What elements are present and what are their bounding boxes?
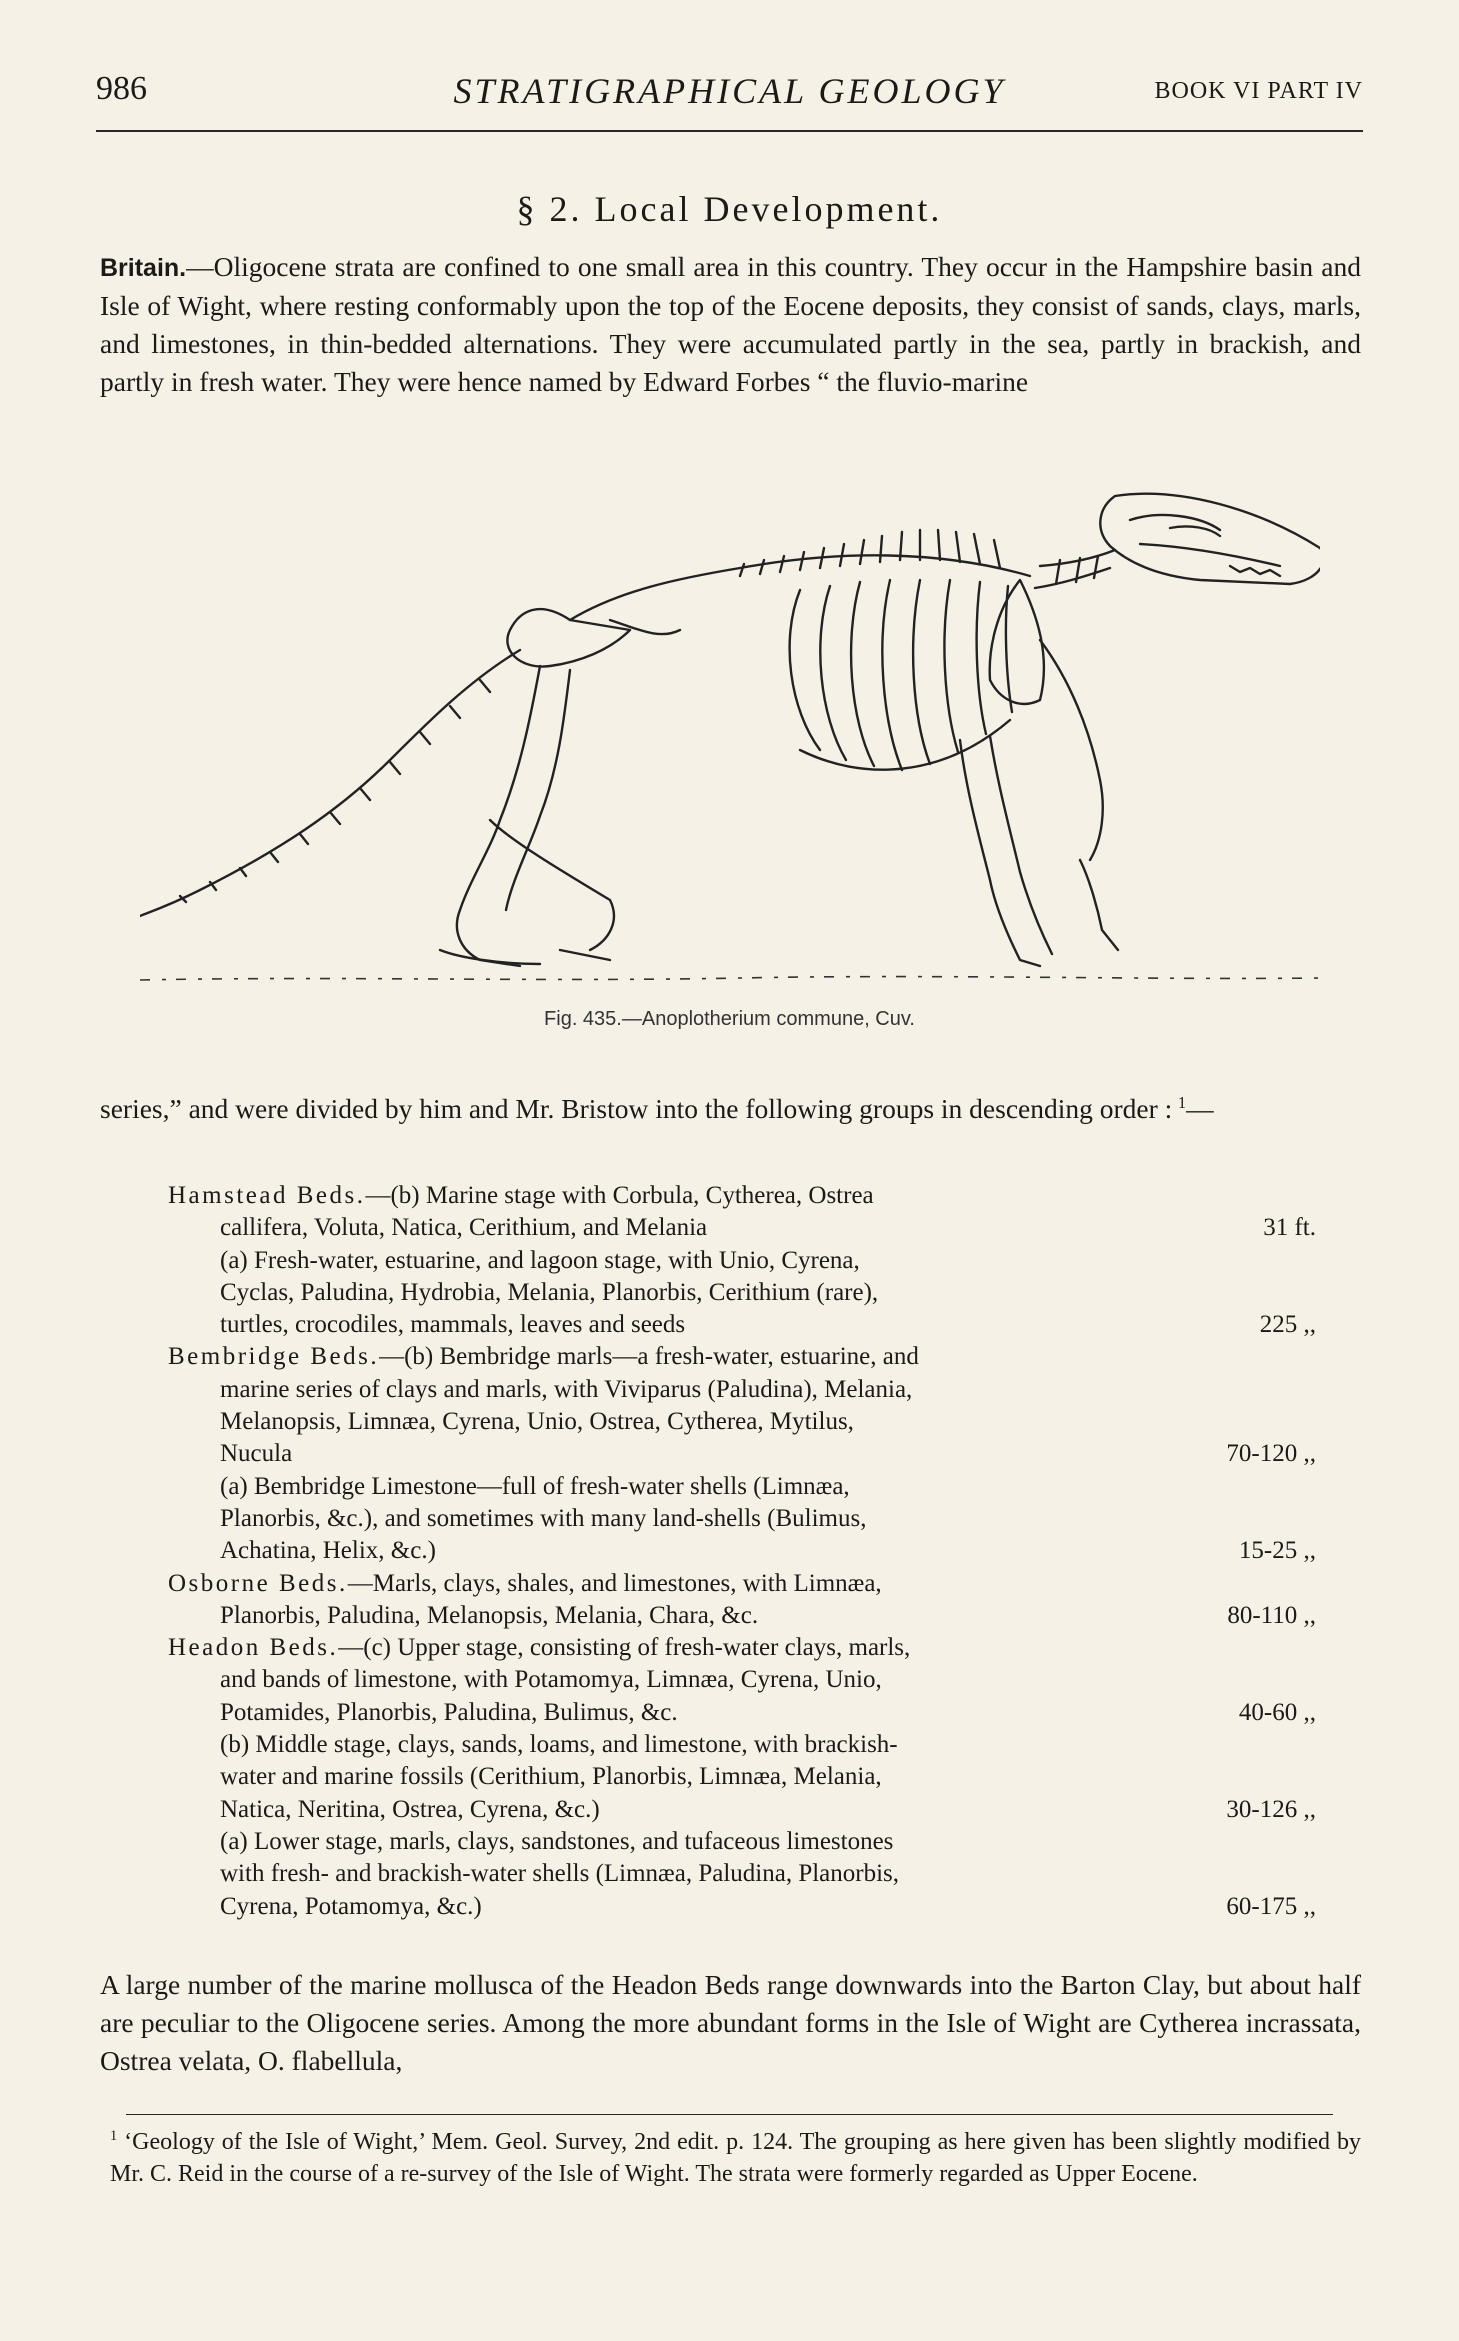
bed-thickness: 31 ft. (1263, 1214, 1316, 1242)
bed-line (168, 1503, 1316, 1535)
header-rule (96, 130, 1363, 132)
intro-paragraph (100, 248, 1361, 401)
bed-text: Achatina, Helix, &c.) (220, 1537, 436, 1565)
bed-line (168, 1309, 1316, 1341)
running-head (96, 70, 1363, 130)
bed-text: turtles, crocodiles, mammals, leaves and seeds (220, 1311, 686, 1339)
bed-text: (a) Bembridge Limestone—full of fresh-water shells (Limnæa, (220, 1472, 850, 1500)
bed-line (168, 1697, 1316, 1729)
bed-line (168, 1535, 1316, 1567)
bed-text: (b) Middle stage, clays, sands, loams, and limestone, with brackish- (220, 1731, 898, 1759)
footnote-mark: 1 (110, 2128, 118, 2144)
intro-text: —Oligocene strata are confined to one small area in this country. They occur in the Hampshire basin and Isle of Wight, where resting conformably upon the top of the Eocene deposits, they consist of sands, clays, marls, and limestones, in thin-bedded alternations. They were accumulated partly in the sea, partly in brackish, and partly in fresh water. They were hence named by Edward Forbes “ the fluvio-marine (100, 251, 1361, 397)
bed-text: marine series of clays and marls, with Viviparus (Paludina), Melania, (220, 1375, 913, 1403)
bed-text: (a) Lower stage, marls, clays, sandstones, and tufaceous limestones (220, 1827, 894, 1855)
bed-description: —(c) Upper stage, consisting of fresh-water clays, marls, (338, 1634, 911, 1662)
bed-text: Cyclas, Paludina, Hydrobia, Melania, Planorbis, Cerithium (rare), (220, 1278, 879, 1306)
bed-text: and bands of limestone, with Potamomya, Limnæa, Cyrena, Unio, (220, 1666, 882, 1694)
bed-thickness: 60-175 ,, (1226, 1892, 1316, 1920)
bed-line (168, 1341, 1316, 1373)
bed-text: (a) Fresh-water, estuarine, and lagoon stage, with Unio, Cyrena, (220, 1246, 860, 1274)
bed-line (168, 1632, 1316, 1664)
bed-line (168, 1374, 1316, 1406)
bed-line (168, 1245, 1316, 1277)
bed-text: Melanopsis, Limnæa, Cyrena, Unio, Ostrea, Cytherea, Mytilus, (220, 1408, 854, 1436)
bed-thickness: 15-25 ,, (1238, 1537, 1316, 1565)
bed-description: —(b) Bembridge marls—a fresh-water, estuarine, and (379, 1343, 919, 1371)
bed-text: callifera, Voluta, Natica, Cerithium, and Melania (220, 1214, 708, 1242)
bed-text: Potamides, Planorbis, Paludina, Bulimus, &c. (220, 1698, 678, 1726)
bed-name: Bembridge Beds. (168, 1343, 380, 1371)
bed-line (168, 1438, 1316, 1470)
bed-text (168, 1568, 882, 1600)
bed-thickness: 80-110 ,, (1227, 1601, 1316, 1629)
bed-line (168, 1568, 1316, 1600)
bed-line (168, 1406, 1316, 1438)
running-title: STRATIGRAPHICAL GEOLOGY (453, 71, 1006, 111)
section-title: § 2. Local Development. (516, 189, 943, 229)
footnote-rule (126, 2114, 1333, 2115)
bed-text: Cyrena, Potamomya, &c.) (220, 1892, 482, 1920)
bed-line (168, 1826, 1316, 1858)
bed-description: —(b) Marine stage with Corbula, Cytherea, Ostrea (365, 1182, 874, 1209)
bed-line (168, 1761, 1316, 1793)
bed-line (168, 1891, 1316, 1923)
bed-text (168, 1180, 874, 1212)
bed-name: Hamstead Beds. (168, 1182, 366, 1209)
bed-line (168, 1277, 1316, 1309)
bed-line (168, 1471, 1316, 1503)
footnote-text: ‘Geology of the Isle of Wight,’ Mem. Geol. Survey, 2nd edit. p. 124. The grouping as here given has been slightly modified by Mr. C. Reid in the course of a re-survey of the Isle of Wight. The strata were formerly regarded as Upper Eocene. (110, 2129, 1361, 2187)
bed-line (168, 1664, 1316, 1696)
bed-line (168, 1858, 1316, 1890)
closing-paragraph: A large number of the marine mollusca of the Headon Beds range downwards into the Barton Clay, but about half are peculiar to the Oligocene series. Among the more abundant forms in the Isle of Wight are Cytherea incrassata, Ostrea velata, O. flabellula, (100, 1969, 1361, 2076)
footnote-reference[interactable]: 1 (1177, 1092, 1187, 1112)
bed-line (168, 1794, 1316, 1826)
skeleton-figure (140, 480, 1320, 1010)
page-number: 986 (96, 70, 147, 107)
continuation-tail: — (1186, 1093, 1214, 1124)
book-part-label: BOOK VI PART IV (1154, 78, 1363, 104)
bed-name: Osborne Beds. (168, 1569, 348, 1597)
bed-line (168, 1180, 1316, 1212)
bed-text: Planorbis, Paludina, Melanopsis, Melania, Chara, &c. (220, 1601, 759, 1629)
footnote (110, 2126, 1361, 2190)
bed-description: —Marls, clays, shales, and limestones, with Limnæa, (347, 1569, 882, 1597)
bed-line (168, 1212, 1316, 1244)
bed-thickness: 30-126 ,, (1226, 1795, 1316, 1823)
continuation-paragraph (100, 1090, 1361, 1128)
bed-line (168, 1729, 1316, 1761)
figure-caption: Fig. 435.—Anoplotherium commune, Cuv. (544, 1008, 915, 1030)
run-in-heading: Britain. (100, 254, 187, 282)
bed-text: water and marine fossils (Cerithium, Planorbis, Limnæa, Melania, (220, 1763, 882, 1791)
bed-line (168, 1600, 1316, 1632)
bed-name: Headon Beds. (168, 1634, 339, 1662)
continuation-text: series,” and were divided by him and Mr. Bristow into the following groups in descending order : (100, 1093, 1173, 1124)
bed-thickness: 70-120 ,, (1226, 1440, 1316, 1468)
bed-text: Planorbis, &c.), and sometimes with many land-shells (Bulimus, (220, 1504, 867, 1532)
bed-thickness: 40-60 ,, (1238, 1698, 1316, 1726)
bed-text: Nucula (220, 1440, 293, 1468)
beds-list (168, 1180, 1316, 1923)
bed-thickness: 225 ,, (1259, 1311, 1316, 1339)
bed-text: with fresh- and brackish-water shells (Limnæa, Paludina, Planorbis, (220, 1860, 900, 1888)
bed-text (168, 1632, 910, 1664)
bed-text (168, 1341, 919, 1373)
bed-text: Natica, Neritina, Ostrea, Cyrena, &c.) (220, 1795, 600, 1823)
